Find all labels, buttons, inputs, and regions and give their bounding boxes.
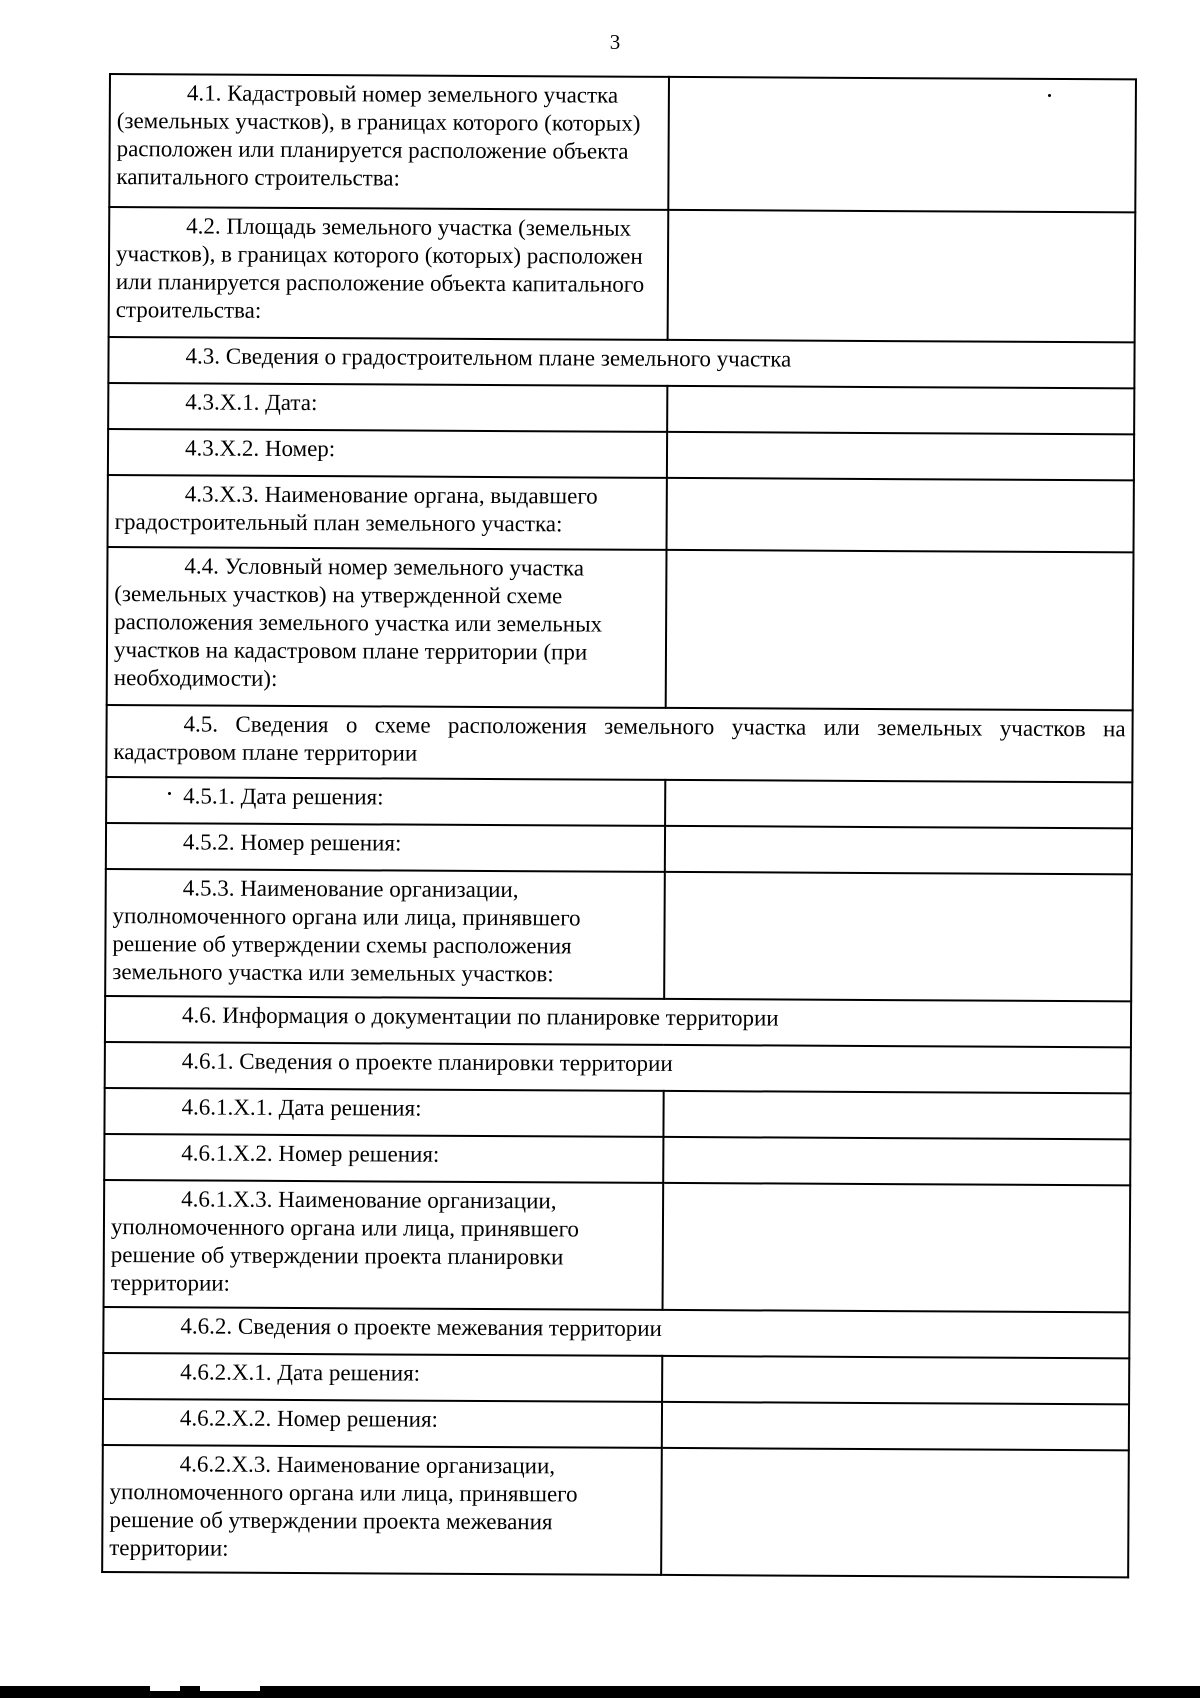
table-row <box>105 869 1132 1001</box>
row-label-cell <box>108 429 667 478</box>
table-row <box>108 429 1134 480</box>
row-label-cell <box>106 777 665 826</box>
row-value-cell[interactable] <box>662 1402 1129 1450</box>
row-label: 4.5.3. Наименование организации, уполномоченного органа или лица, принявшего решение об утверждении схемы расположения земельного участка или земельных участков: <box>112 875 581 987</box>
row-label-cell <box>103 1399 662 1448</box>
row-value-cell[interactable] <box>666 550 1134 710</box>
table-row <box>108 337 1134 388</box>
row-label: 4.5.1. Дата решения: <box>183 783 384 810</box>
table-row <box>103 1307 1129 1358</box>
table-row <box>106 823 1132 874</box>
row-label-cell <box>105 869 665 999</box>
row-value-cell[interactable] <box>667 432 1134 480</box>
row-label: 4.6.2.X.1. Дата решения: <box>180 1359 421 1386</box>
row-value-cell[interactable] <box>668 210 1136 342</box>
section-heading-cell <box>103 1307 1129 1358</box>
row-value-cell[interactable] <box>665 826 1132 874</box>
section-heading: 4.6. Информация о документации по планировке территории <box>182 1002 779 1031</box>
row-label-cell <box>104 1088 663 1137</box>
table-row <box>108 475 1134 552</box>
row-label-cell <box>108 383 667 432</box>
table-row <box>104 1134 1130 1185</box>
row-label: 4.3.X.3. Наименование органа, выдавшего градостроительный план земельного участка: <box>114 481 598 537</box>
row-label-cell <box>109 207 669 340</box>
row-value-cell[interactable] <box>665 780 1132 828</box>
row-value-cell[interactable] <box>663 1091 1130 1139</box>
row-label: 4.4. Условный номер земельного участка (земельных участков) на утвержденной схеме расположения земельного участка или земельных участков на кадастровом плане территории (при необходимости): <box>113 553 603 691</box>
table-row <box>108 383 1134 434</box>
row-label-cell <box>108 475 667 550</box>
form-table <box>101 73 1137 1578</box>
row-label: 4.3.X.2. Номер: <box>184 435 336 462</box>
scan-speck <box>1048 94 1051 97</box>
row-label-cell <box>107 547 667 708</box>
row-value-cell[interactable] <box>663 1183 1131 1312</box>
row-value-cell[interactable] <box>661 1448 1129 1577</box>
table-row <box>103 1399 1129 1450</box>
section-heading: 4.3. Сведения о градостроительном плане земельного участка <box>185 343 792 372</box>
table-row <box>104 1088 1130 1139</box>
table-row <box>106 705 1132 782</box>
row-label: 4.5.2. Номер решения: <box>182 829 402 856</box>
row-value-cell[interactable] <box>662 1356 1129 1404</box>
table-row <box>104 1180 1131 1312</box>
row-value-cell[interactable] <box>663 1137 1130 1185</box>
table-row <box>107 547 1134 710</box>
table-row <box>102 1445 1129 1577</box>
row-label-cell <box>104 1134 663 1183</box>
row-value-cell[interactable] <box>668 77 1136 212</box>
table-row <box>106 777 1132 828</box>
row-label-cell <box>103 1353 662 1402</box>
section-heading-cell <box>105 1042 1131 1093</box>
row-label-cell <box>104 1180 664 1310</box>
row-label: 4.6.1.X.2. Номер решения: <box>181 1140 440 1167</box>
scan-edge-gap <box>200 1686 260 1691</box>
section-heading: 4.6.1. Сведения о проекте планировки территории <box>181 1048 673 1076</box>
row-value-cell[interactable] <box>667 386 1134 434</box>
scan-speck <box>168 792 171 795</box>
row-label-cell <box>102 1445 662 1575</box>
section-heading-cell <box>108 337 1134 388</box>
section-heading-cell <box>106 705 1132 782</box>
section-heading: 4.5. Сведения о схеме расположения земельного участка или земельных участков на кадастровом плане территории <box>113 711 1126 766</box>
section-heading-cell <box>105 996 1131 1047</box>
row-label: 4.6.2.X.2. Номер решения: <box>179 1405 439 1432</box>
table-row <box>105 996 1131 1047</box>
table-row <box>103 1353 1129 1404</box>
row-label: 4.2. Площадь земельного участка (земельных участков), в границах которого (которых) расположен или планируется расположение объекта капитального строительства: <box>115 213 645 323</box>
table-row <box>109 207 1136 342</box>
section-heading: 4.6.2. Сведения о проекте межевания территории <box>180 1313 662 1341</box>
scan-edge-gap <box>150 1686 180 1691</box>
table-row <box>109 74 1136 212</box>
row-label: 4.1. Кадастровый номер земельного участка (земельных участков), в границах которого (которых) расположен или планируется расположение объекта капитального строительства: <box>116 80 641 191</box>
row-label: 4.3.X.1. Дата: <box>185 389 318 416</box>
page-number: 3 <box>609 30 621 54</box>
scan-bottom-edge <box>0 1686 1200 1698</box>
row-label: 4.6.1.X.1. Дата решения: <box>181 1094 422 1121</box>
row-value-cell[interactable] <box>667 478 1134 552</box>
row-label-cell <box>109 74 669 210</box>
row-label-cell <box>106 823 665 872</box>
row-label: 4.6.1.X.3. Наименование организации, уполномоченного органа или лица, принявшего решение об утверждении проекта планировки территории: <box>110 1186 580 1296</box>
row-value-cell[interactable] <box>664 872 1132 1001</box>
table-row <box>105 1042 1131 1093</box>
row-label: 4.6.2.X.3. Наименование организации, уполномоченного органа или лица, принявшего решение об утверждении проекта межевания территории: <box>109 1451 578 1561</box>
